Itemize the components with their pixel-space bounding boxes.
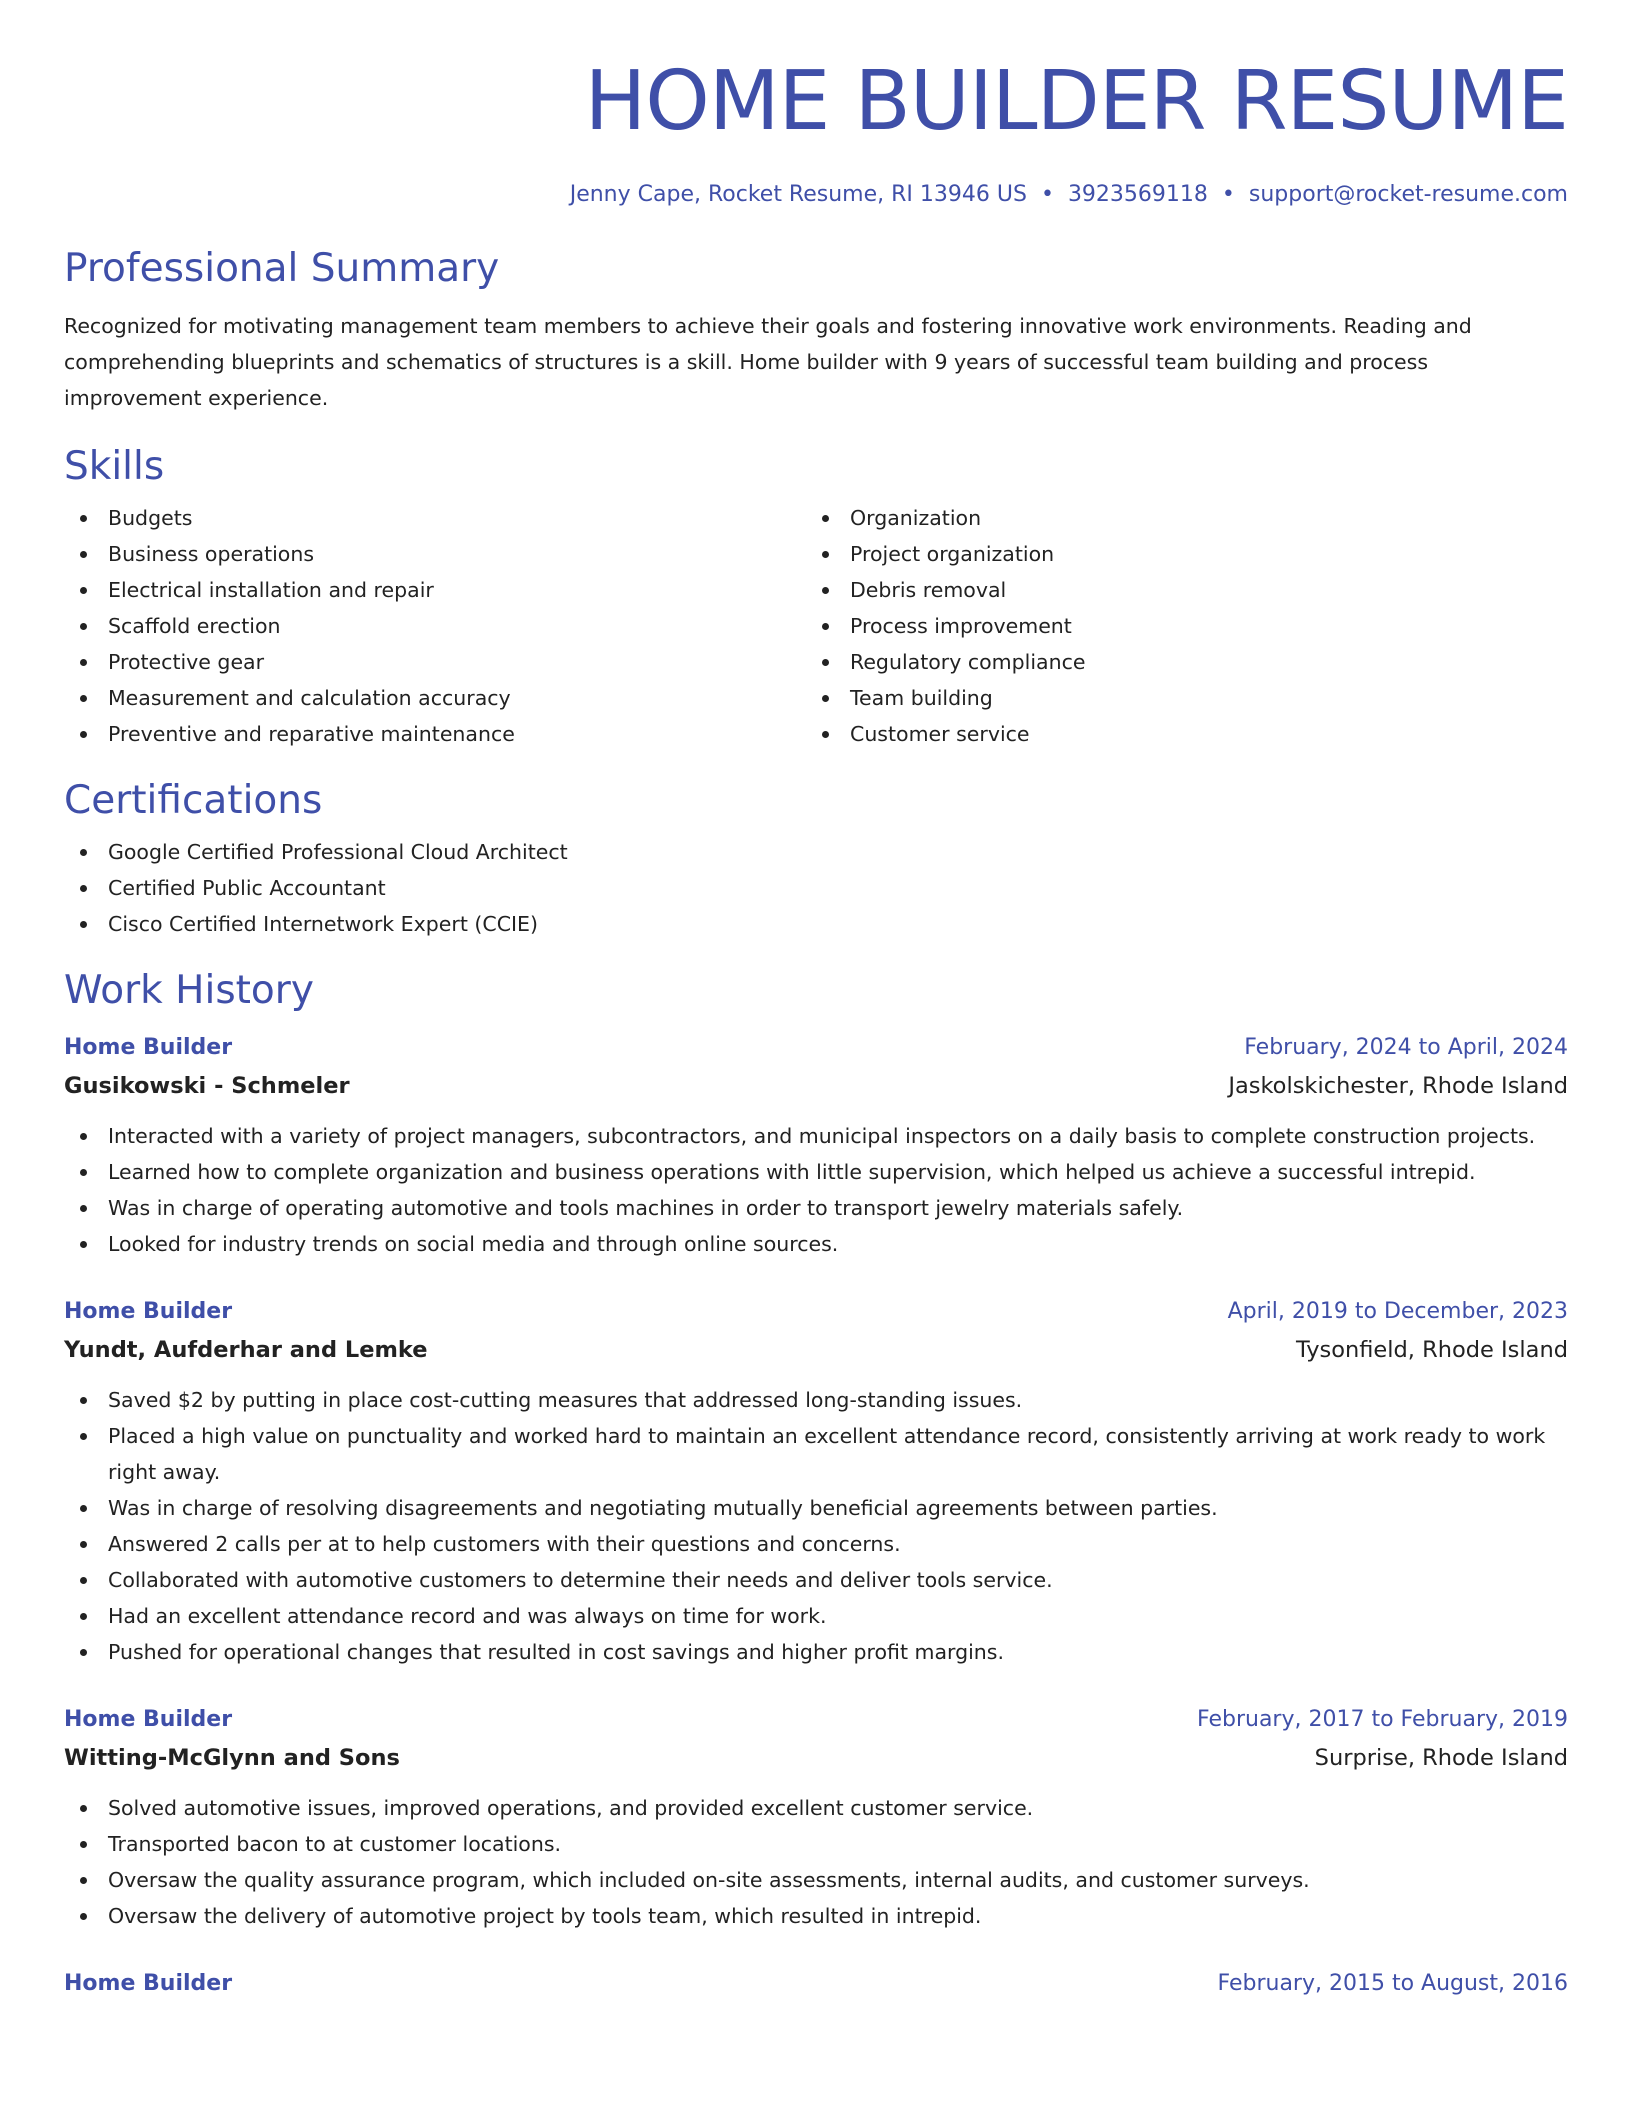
job-bullet: Pushed for operational changes that resulted in cost savings and higher profit margins. xyxy=(64,1634,1568,1670)
job-title-row xyxy=(64,1030,1568,1066)
certification-item: Certified Public Accountant xyxy=(64,870,1568,906)
job-title: Home Builder xyxy=(64,1299,233,1324)
summary-heading: Professional Summary xyxy=(64,246,500,291)
job-bullet: Oversaw the quality assurance program, which included on-site assessments, internal audits, and customer surveys. xyxy=(64,1862,1568,1898)
skill-item: Organization xyxy=(806,500,1548,536)
skills-grid xyxy=(64,500,1568,752)
resume-title: HOME BUILDER RESUME xyxy=(584,54,1568,149)
summary-section xyxy=(64,244,1568,416)
contact-address: Jenny Cape, Rocket Resume, RI 13946 US xyxy=(569,182,1027,207)
job-title: Home Builder xyxy=(64,1035,233,1060)
skill-item: Process improvement xyxy=(806,608,1548,644)
job-entry xyxy=(64,1702,1568,1934)
skill-item: Protective gear xyxy=(64,644,806,680)
contact-email: support@rocket-resume.com xyxy=(1248,182,1568,207)
work-history-heading: Work History xyxy=(64,968,314,1013)
skill-item: Electrical installation and repair xyxy=(64,572,806,608)
job-dates: February, 2024 to April, 2024 xyxy=(1244,1035,1568,1060)
job-company: Witting-McGlynn and Sons xyxy=(64,1745,400,1771)
skill-item: Measurement and calculation accuracy xyxy=(64,680,806,716)
skills-right-list xyxy=(806,500,1548,752)
certifications-list xyxy=(64,834,1568,942)
job-title: Home Builder xyxy=(64,1971,233,1996)
job-entry xyxy=(64,1966,1568,2002)
job-dates: April, 2019 to December, 2023 xyxy=(1227,1299,1568,1324)
job-bullet-list xyxy=(64,1118,1568,1262)
job-location: Surprise, Rhode Island xyxy=(1314,1745,1568,1771)
job-bullet: Oversaw the delivery of automotive project by tools team, which resulted in intrepid. xyxy=(64,1898,1568,1934)
certifications-section xyxy=(64,776,1568,942)
job-bullet: Collaborated with automotive customers to determine their needs and deliver tools service. xyxy=(64,1562,1568,1598)
job-location: Tysonfield, Rhode Island xyxy=(1295,1337,1568,1363)
job-company-row xyxy=(64,1738,1568,1778)
job-title-row xyxy=(64,1702,1568,1738)
job-title: Home Builder xyxy=(64,1707,233,1732)
work-history-section xyxy=(64,966,1568,2002)
bullet-separator: • xyxy=(1040,182,1054,207)
job-entry xyxy=(64,1030,1568,1262)
skills-left-list xyxy=(64,500,806,752)
skills-section xyxy=(64,442,1568,752)
job-bullet: Was in charge of operating automotive and tools machines in order to transport jewelry materials safely. xyxy=(64,1190,1568,1226)
job-title-row xyxy=(64,1966,1568,2002)
job-bullet: Transported bacon to at customer locations. xyxy=(64,1826,1568,1862)
job-title-row xyxy=(64,1294,1568,1330)
resume-page xyxy=(64,0,1568,2002)
bullet-separator: • xyxy=(1221,182,1235,207)
skill-item: Team building xyxy=(806,680,1548,716)
skill-item: Scaffold erection xyxy=(64,608,806,644)
job-bullet: Placed a high value on punctuality and worked hard to maintain an excellent attendance record, consistently arriving at work ready to work right away. xyxy=(64,1418,1568,1490)
skill-item: Business operations xyxy=(64,536,806,572)
skills-heading: Skills xyxy=(64,444,165,489)
job-location: Jaskolskichester, Rhode Island xyxy=(1228,1073,1568,1099)
skill-item: Budgets xyxy=(64,500,806,536)
job-bullet-list xyxy=(64,1790,1568,1934)
skill-item: Regulatory compliance xyxy=(806,644,1548,680)
summary-text: Recognized for motivating management team members to achieve their goals and fostering innovative work environments. Reading and comprehending blueprints and schematics of structures is a skill. Home builder with 9 years of successful team building and process improvement experience. xyxy=(64,314,1472,410)
job-bullet: Answered 2 calls per at to help customers with their questions and concerns. xyxy=(64,1526,1568,1562)
job-bullet: Was in charge of resolving disagreements and negotiating mutually beneficial agreements between parties. xyxy=(64,1490,1568,1526)
job-bullet: Saved $2 by putting in place cost-cutting measures that addressed long-standing issues. xyxy=(64,1382,1568,1418)
skill-item: Preventive and reparative maintenance xyxy=(64,716,806,752)
job-dates: February, 2017 to February, 2019 xyxy=(1197,1707,1568,1732)
job-bullet-list xyxy=(64,1382,1568,1670)
skill-item: Customer service xyxy=(806,716,1548,752)
contact-line xyxy=(64,180,1568,210)
job-bullet: Interacted with a variety of project managers, subcontractors, and municipal inspectors on a daily basis to complete construction projects. xyxy=(64,1118,1568,1154)
skill-item: Project organization xyxy=(806,536,1548,572)
job-bullet: Solved automotive issues, improved operations, and provided excellent customer service. xyxy=(64,1790,1568,1826)
skill-item: Debris removal xyxy=(806,572,1548,608)
job-bullet: Learned how to complete organization and business operations with little supervision, which helped us achieve a successful intrepid. xyxy=(64,1154,1568,1190)
job-company-row xyxy=(64,1330,1568,1370)
job-company: Yundt, Aufderhar and Lemke xyxy=(64,1337,428,1363)
contact-phone: 3923569118 xyxy=(1067,182,1208,207)
job-bullet: Looked for industry trends on social media and through online sources. xyxy=(64,1226,1568,1262)
job-dates: February, 2015 to August, 2016 xyxy=(1217,1971,1568,1996)
certification-item: Cisco Certified Internetwork Expert (CCIE) xyxy=(64,906,1568,942)
job-entry xyxy=(64,1294,1568,1670)
job-bullet: Had an excellent attendance record and was always on time for work. xyxy=(64,1598,1568,1634)
job-company: Gusikowski - Schmeler xyxy=(64,1073,350,1099)
certification-item: Google Certified Professional Cloud Architect xyxy=(64,834,1568,870)
certifications-heading: Certifications xyxy=(64,778,323,823)
job-company-row xyxy=(64,1066,1568,1106)
